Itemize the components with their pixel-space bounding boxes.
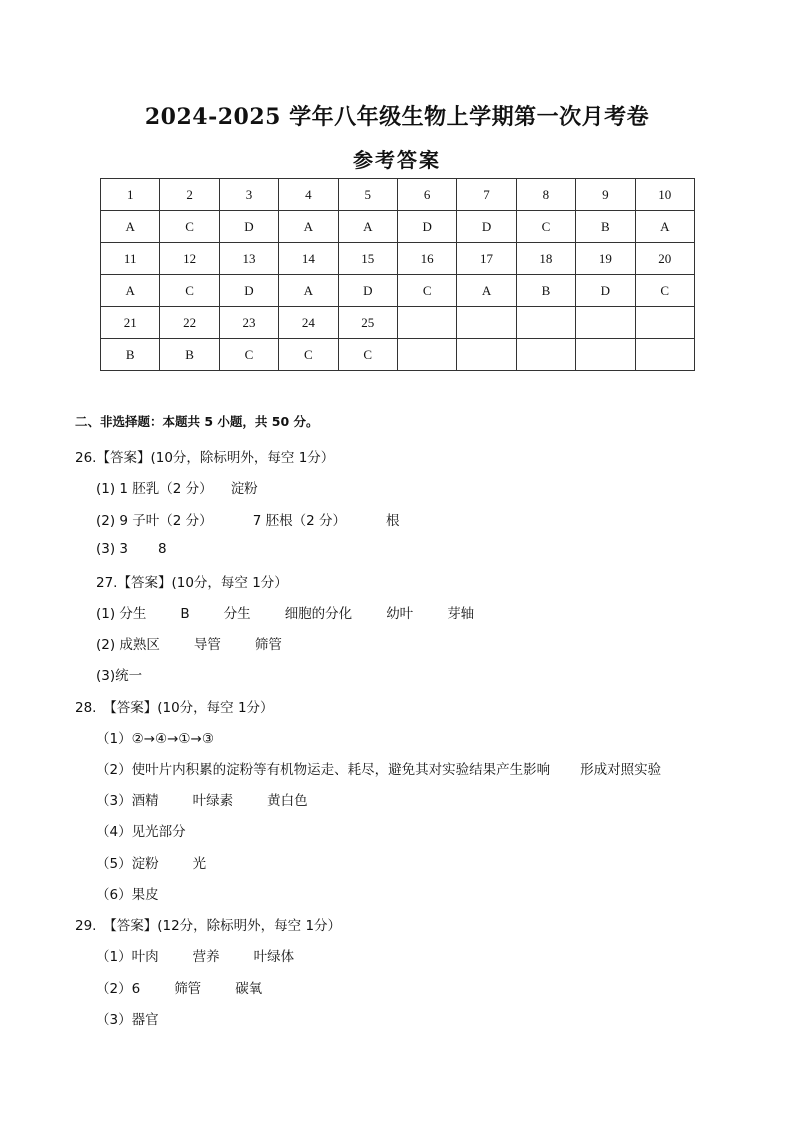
q27-line-1: [96, 602, 474, 622]
answer-text: 8: [158, 541, 167, 557]
answer-text: 细胞的分化: [284, 606, 353, 622]
q28-line-2: [96, 758, 661, 778]
answer-text: 叶绿体: [253, 949, 295, 965]
table-cell: 5: [338, 179, 397, 211]
table-cell: 10: [635, 179, 694, 211]
table-cell: [457, 339, 516, 371]
answer-text: B: [180, 606, 190, 622]
q27-line-2: [96, 633, 282, 653]
table-cell: 13: [219, 243, 278, 275]
table-cell: C: [338, 339, 397, 371]
answer-text: （6）果皮: [96, 887, 159, 903]
table-cell: [457, 307, 516, 339]
table-cell: B: [576, 211, 635, 243]
table-cell: 24: [279, 307, 338, 339]
table-cell: [635, 307, 694, 339]
table-cell: 16: [397, 243, 456, 275]
table-cell: 4: [279, 179, 338, 211]
table-row: [101, 307, 695, 339]
table-cell: 3: [219, 179, 278, 211]
table-cell: [516, 339, 575, 371]
table-cell: [397, 339, 456, 371]
table-cell: 1: [101, 179, 160, 211]
answer-text: 淀粉: [230, 481, 258, 497]
table-cell: C: [160, 275, 219, 307]
q28-line-4: [96, 820, 186, 840]
q28-line-6: [96, 883, 159, 903]
table-cell: A: [338, 211, 397, 243]
answer-text: 形成对照实验: [580, 762, 662, 778]
table-cell: 20: [635, 243, 694, 275]
table-cell: A: [101, 275, 160, 307]
page-title: 2024-2025 学年八年级生物上学期第一次月考卷: [144, 104, 650, 130]
answer-text: (1) 1 胚乳（2 分）: [96, 481, 213, 497]
table-cell: C: [279, 339, 338, 371]
answer-text: （5）淀粉: [96, 856, 159, 872]
answer-text: 光: [192, 856, 207, 872]
table-cell: A: [635, 211, 694, 243]
answer-text: (1) 分生: [96, 606, 147, 622]
table-cell: D: [219, 275, 278, 307]
answer-text: （3）酒精: [96, 793, 159, 809]
answer-text: （4）见光部分: [96, 824, 186, 840]
q28-line-1: [96, 727, 214, 747]
answer-text: （1）叶肉: [96, 949, 159, 965]
q26-header: 26.【答案】(10分，除标明外，每空 1分）: [75, 450, 335, 466]
answer-text: 黄白色: [267, 793, 308, 809]
answer-text: (3)统一: [96, 668, 143, 684]
table-cell: 7: [457, 179, 516, 211]
table-cell: 14: [279, 243, 338, 275]
answer-text: 根: [385, 513, 400, 529]
table-row: [101, 275, 695, 307]
q28-header: 28. 【答案】(10分，每空 1分）: [75, 700, 274, 716]
section-heading: 二、非选择题：本题共 5 小题，共 50 分。: [75, 414, 319, 429]
q28-line-5: [96, 852, 206, 872]
table-cell: [635, 339, 694, 371]
table-cell: A: [279, 275, 338, 307]
table-cell: 18: [516, 243, 575, 275]
table-row: [101, 211, 695, 243]
q29-header: 29. 【答案】(12分，除标明外，每空 1分）: [75, 918, 342, 934]
answer-text: 幼叶: [386, 606, 414, 622]
table-cell: 2: [160, 179, 219, 211]
answer-text: （1）②→④→①→③: [96, 731, 214, 747]
table-row: [101, 243, 695, 275]
answer-text: 芽轴: [447, 606, 475, 622]
answer-text: 叶绿素: [192, 793, 234, 809]
table-cell: 25: [338, 307, 397, 339]
table-cell: 19: [576, 243, 635, 275]
table-cell: D: [457, 211, 516, 243]
table-row: [101, 179, 695, 211]
answer-text: 筛管: [174, 981, 202, 997]
table-cell: 11: [101, 243, 160, 275]
table-cell: D: [397, 211, 456, 243]
q26-line-1: [96, 477, 258, 497]
table-cell: 23: [219, 307, 278, 339]
table-cell: 15: [338, 243, 397, 275]
table-row: [101, 339, 695, 371]
answer-text: (2) 9 子叶（2 分）: [96, 513, 213, 529]
table-cell: 17: [457, 243, 516, 275]
answer-text: （3）器官: [96, 1012, 159, 1028]
answer-text: 导管: [193, 637, 221, 653]
answer-text: （2）6: [96, 981, 141, 997]
page-subtitle: 参考答案: [353, 148, 441, 172]
table-cell: [397, 307, 456, 339]
q27-line-3: [96, 664, 142, 684]
table-cell: [576, 339, 635, 371]
table-cell: D: [219, 211, 278, 243]
table-cell: B: [160, 339, 219, 371]
table-cell: 22: [160, 307, 219, 339]
answer-table: [100, 178, 695, 371]
table-cell: 9: [576, 179, 635, 211]
table-cell: 21: [101, 307, 160, 339]
answer-text: 7 胚根（2 分）: [252, 513, 346, 529]
answer-text: 分生: [223, 606, 251, 622]
answer-text: 碳氧: [235, 981, 263, 997]
table-cell: D: [338, 275, 397, 307]
table-cell: 6: [397, 179, 456, 211]
q27-header: 27.【答案】(10分，每空 1分）: [96, 575, 288, 591]
answer-text: （2）使叶片内积累的淀粉等有机物运走、耗尽，避免其对实验结果产生影响: [96, 762, 551, 778]
table-cell: C: [219, 339, 278, 371]
table-cell: B: [101, 339, 160, 371]
answer-text: (2) 成熟区: [96, 637, 160, 653]
table-cell: 8: [516, 179, 575, 211]
table-cell: A: [279, 211, 338, 243]
q29-line-1: [96, 945, 294, 965]
answer-text: 营养: [192, 949, 220, 965]
table-cell: C: [397, 275, 456, 307]
table-cell: A: [101, 211, 160, 243]
table-cell: C: [516, 211, 575, 243]
table-cell: C: [635, 275, 694, 307]
table-cell: C: [160, 211, 219, 243]
table-cell: B: [516, 275, 575, 307]
q29-line-3: [96, 1008, 159, 1028]
table-cell: D: [576, 275, 635, 307]
q26-line-3: [96, 541, 167, 557]
table-cell: A: [457, 275, 516, 307]
table-cell: [516, 307, 575, 339]
table-cell: [576, 307, 635, 339]
q26-line-2: [96, 509, 399, 529]
q29-line-2: [96, 977, 262, 997]
q28-line-3: [96, 789, 308, 809]
table-cell: 12: [160, 243, 219, 275]
answer-text: (3) 3: [96, 541, 129, 557]
answer-text: 筛管: [254, 637, 282, 653]
